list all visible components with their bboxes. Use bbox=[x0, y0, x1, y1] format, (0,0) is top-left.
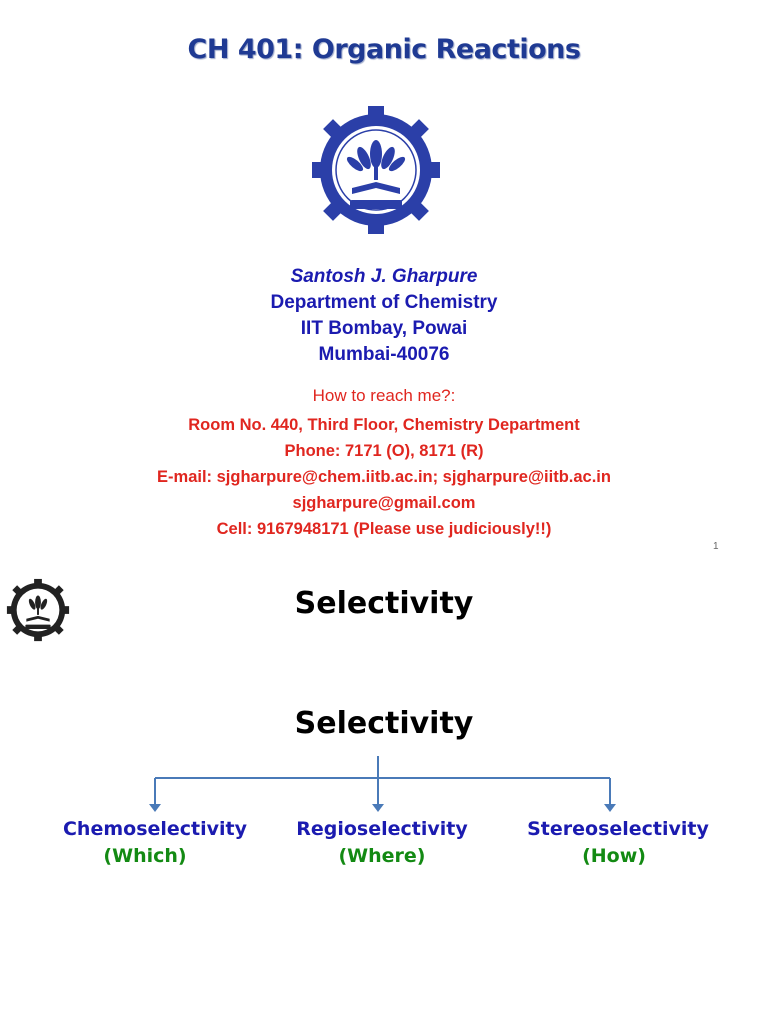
author-city: Mumbai-40076 bbox=[318, 344, 450, 365]
author-institution: IIT Bombay, Powai bbox=[300, 318, 468, 339]
branch-chemoselectivity-sub: (Which) bbox=[103, 845, 187, 867]
author-department: Department of Chemistry bbox=[270, 292, 498, 313]
branch-regioselectivity-sub: (Where) bbox=[338, 845, 426, 867]
branch-stereoselectivity-sub: (How) bbox=[582, 845, 646, 867]
selectivity-heading: Selectivity bbox=[294, 586, 474, 621]
selectivity-tree-connector bbox=[0, 750, 768, 820]
contact-gmail: sjgharpure@gmail.com bbox=[292, 494, 476, 512]
reach-heading: How to reach me?: bbox=[312, 386, 456, 405]
branch-stereoselectivity: Stereoselectivity bbox=[527, 818, 709, 840]
branch-chemoselectivity: Chemoselectivity bbox=[62, 818, 248, 840]
iit-bombay-logo bbox=[306, 106, 446, 238]
contact-phone: Phone: 7171 (O), 8171 (R) bbox=[284, 442, 484, 460]
arrow-down-icon bbox=[372, 804, 384, 812]
selectivity-diagram-root: Selectivity bbox=[294, 706, 474, 741]
arrow-down-icon bbox=[604, 804, 616, 812]
contact-email: E-mail: sjgharpure@chem.iitb.ac.in; sjgharpure@iitb.ac.in bbox=[157, 468, 611, 486]
page-number: 1 bbox=[713, 541, 719, 552]
contact-cell: Cell: 9167948171 (Please use judiciously!!) bbox=[216, 520, 552, 538]
author-name: Santosh J. Gharpure bbox=[290, 266, 478, 287]
branch-regioselectivity: Regioselectivity bbox=[296, 818, 468, 840]
slide-title: CH 401: Organic Reactions bbox=[187, 34, 581, 65]
contact-room: Room No. 440, Third Floor, Chemistry Department bbox=[188, 416, 580, 434]
arrow-down-icon bbox=[149, 804, 161, 812]
